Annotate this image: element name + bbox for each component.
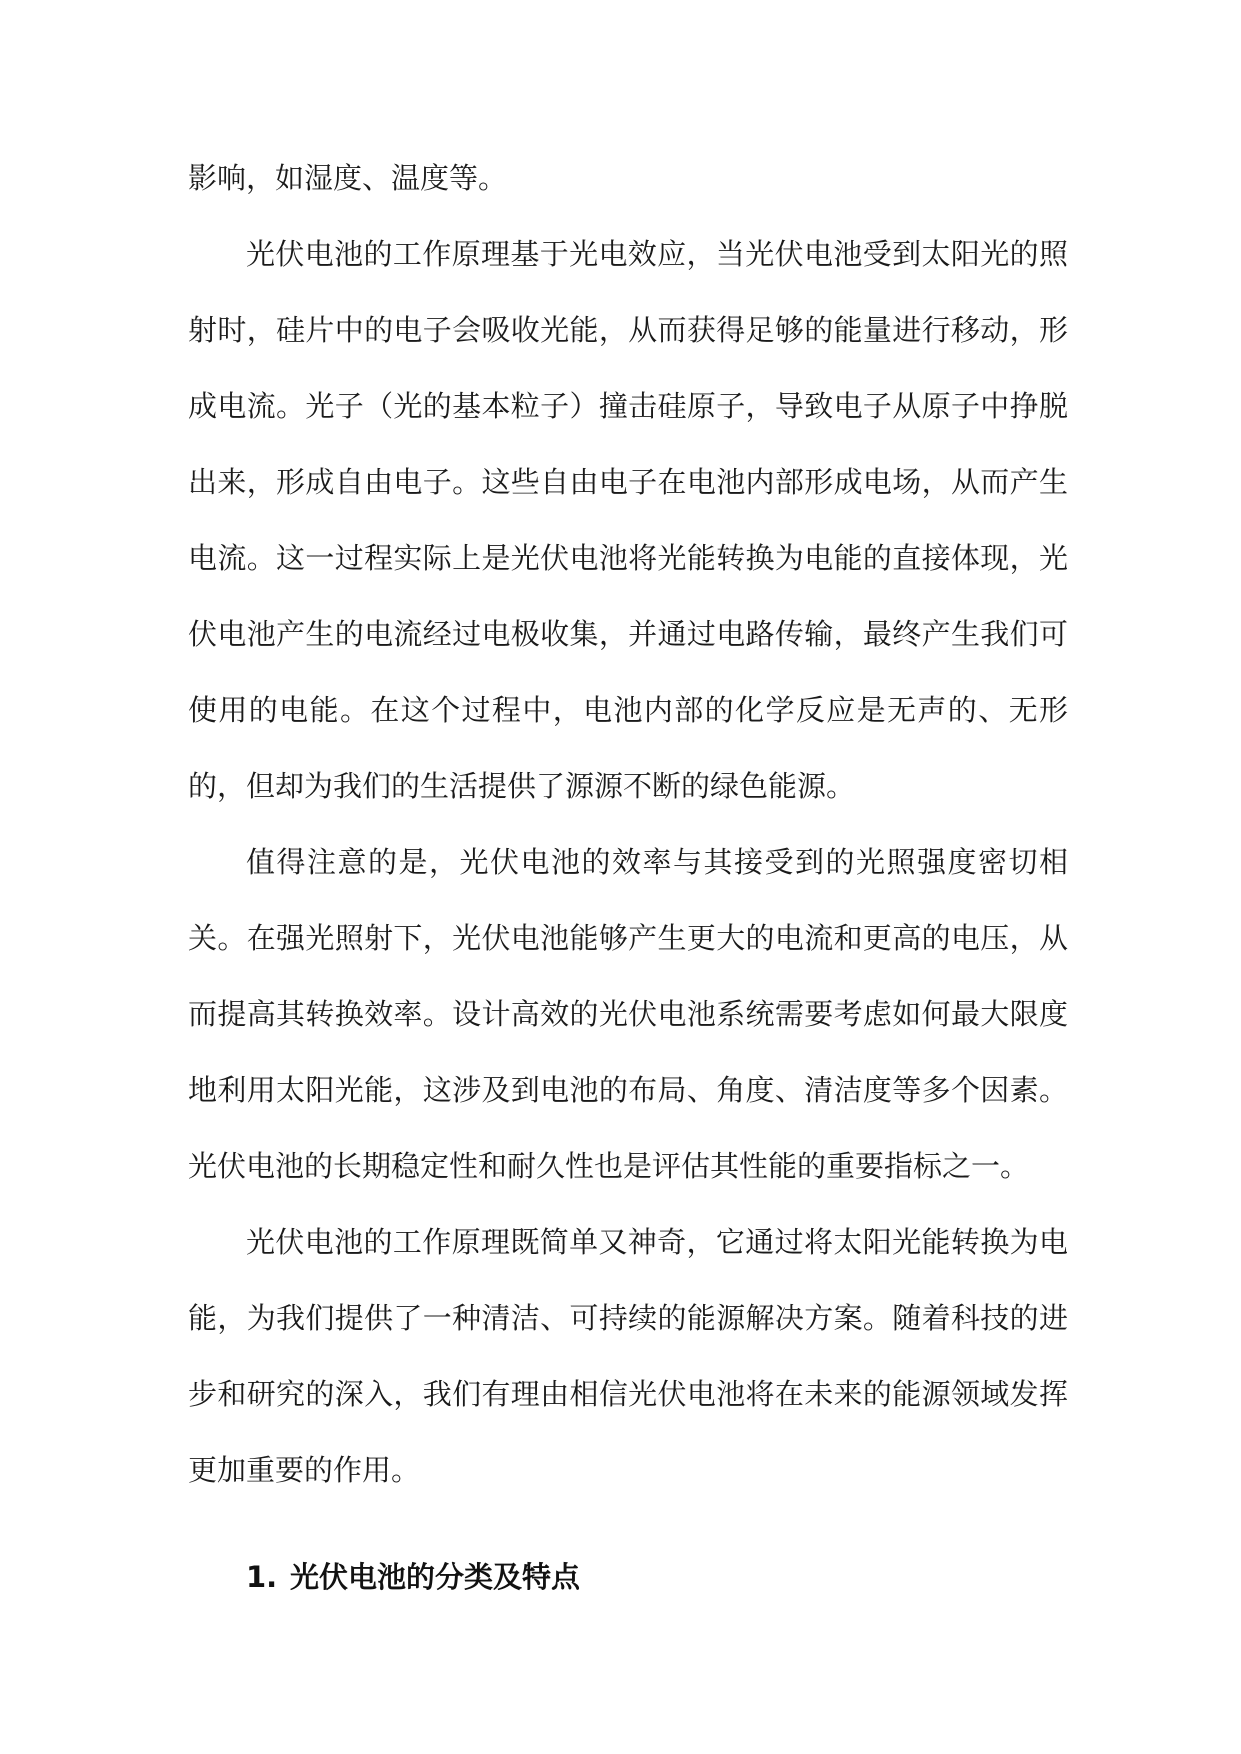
paragraph-continuation: 影响，如湿度、温度等。: [188, 161, 508, 195]
paragraph-working-principle: 光伏电池的工作原理基于光电效应，当光伏电池受到太阳光的照射时，硅片中的电子会吸收光能，从而获得足够的能量进行移动，形成电流。光子（光的基本粒子）撞击硅原子，导致电子从原子中挣脱出来，形成自由电子。这些自由电子在电池内部形成电场，从而产生电流。这一过程实际上是光伏电池将光能转换为电能的直接体现，光伏电池产生的电流经过电极收集，并通过电路传输，最终产生我们可使用的电能。在这个过程中，电池内部的化学反应是无声的、无形的，但却为我们的生活提供了源源不断的绿色能源。: [188, 237, 1068, 803]
paragraph-summary: 光伏电池的工作原理既简单又神奇，它通过将太阳光能转换为电能，为我们提供了一种清洁、可持续的能源解决方案。随着科技的进步和研究的深入，我们有理由相信光伏电池将在未来的能源领域发挥更加重要的作用。: [188, 1225, 1068, 1487]
body-text: [188, 140, 1068, 1508]
section-number: 1.: [246, 1560, 278, 1594]
paragraph-efficiency: 值得注意的是，光伏电池的效率与其接受到的光照强度密切相关。在强光照射下，光伏电池能够产生更大的电流和更高的电压，从而提高其转换效率。设计高效的光伏电池系统需要考虑如何最大限度地利用太阳光能，这涉及到电池的布局、角度、清洁度等多个因素。光伏电池的长期稳定性和耐久性也是评估其性能的重要指标之一。: [188, 845, 1068, 1183]
section-heading: [246, 1557, 580, 1597]
section-title: 光伏电池的分类及特点: [290, 1560, 581, 1594]
